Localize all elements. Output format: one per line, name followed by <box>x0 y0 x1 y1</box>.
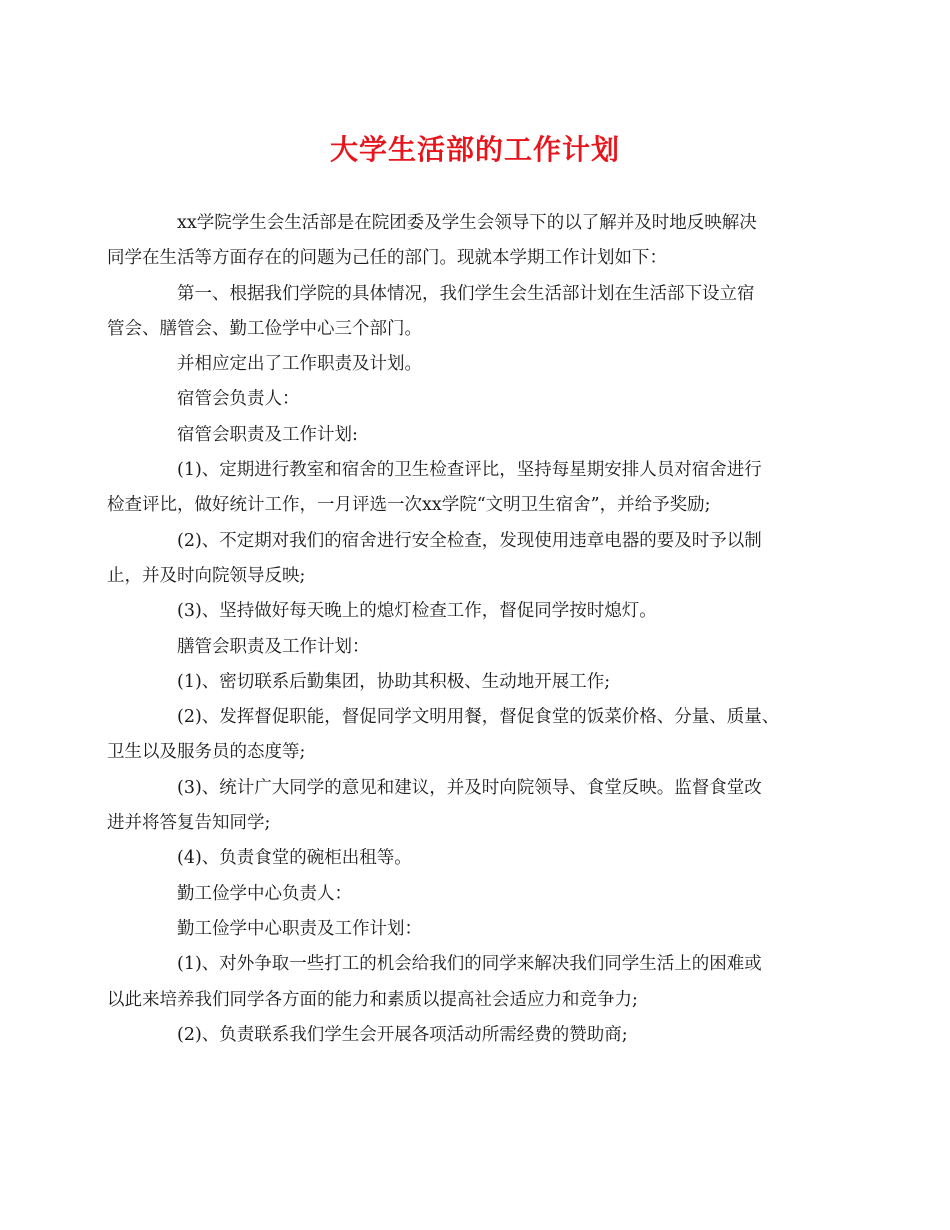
text-line: (1)、对外争取一些打工的机会给我们的同学来解决我们同学生活上的困难或 <box>177 954 762 975</box>
paragraph <box>142 1018 812 1053</box>
text-line: xx学院学生会生活部是在院团委及学生会领导下的以了解并及时地反映解决 <box>177 213 757 233</box>
text-line: 宿管会职责及工作计划: <box>177 424 358 445</box>
paragraph <box>142 418 812 453</box>
paragraph <box>107 947 812 1018</box>
text-line: 勤工俭学中心负责人： <box>177 883 352 904</box>
text-line: (1)、密切联系后勤集团，协助其积极、生动地开展工作; <box>177 671 611 692</box>
text-line: 同学在生活等方面存在的问题为己任的部门。现就本学期工作计划如下： <box>107 248 667 269</box>
paragraph <box>107 277 812 348</box>
paragraph <box>107 206 812 277</box>
text-line: 第一、根据我们学院的具体情况，我们学生会生活部计划在生活部下设立宿 <box>177 283 755 304</box>
text-line: 膳管会职责及工作计划： <box>177 636 370 657</box>
text-line: (3)、坚持做好每天晚上的熄灯检查工作，督促同学按时熄灯。 <box>177 601 657 622</box>
paragraph <box>142 841 812 876</box>
text-line: 检查评比，做好统计工作，一月评选一次xx学院“文明卫生宿舍”，并给予奖励; <box>107 495 711 516</box>
text-line: 以此来培养我们同学各方面的能力和素质以提高社会适应力和竞争力; <box>107 989 638 1010</box>
text-line: (2)、不定期对我们的宿舍进行安全检查，发现使用违章电器的要及时予以制 <box>177 530 762 551</box>
text-line: 并相应定出了工作职责及计划。 <box>177 354 422 375</box>
text-line: (2)、发挥督促职能，督促同学文明用餐，督促食堂的饭菜价格、分量、质量、 <box>177 707 780 728</box>
paragraph <box>107 700 812 771</box>
paragraph <box>107 453 812 524</box>
paragraph <box>142 912 812 947</box>
paragraph <box>142 665 812 700</box>
paragraph <box>142 630 812 665</box>
paragraph <box>142 594 812 629</box>
text-line: (4)、负责食堂的碗柜出租等。 <box>177 848 412 869</box>
text-line: 止，并及时向院领导反映; <box>107 565 306 586</box>
paragraph <box>142 382 812 417</box>
document-body <box>107 206 812 1053</box>
paragraph <box>107 524 812 595</box>
text-line: (2)、负责联系我们学生会开展各项活动所需经费的赞助商; <box>177 1024 628 1045</box>
text-line: 勤工俭学中心职责及工作计划： <box>177 918 422 939</box>
text-line: 卫生以及服务员的态度等; <box>107 742 306 763</box>
text-line: 进并将答复告知同学; <box>107 813 271 834</box>
text-line: 宿管会负责人： <box>177 389 300 410</box>
text-line: (3)、统计广大同学的意见和建议，并及时向院领导、食堂反映。监督食堂改 <box>177 777 762 798</box>
paragraph <box>142 347 812 382</box>
paragraph <box>107 771 812 842</box>
text-line: (1)、定期进行教室和宿舍的卫生检查评比，坚持每星期安排人员对宿舍进行 <box>177 460 762 481</box>
paragraph <box>142 877 812 912</box>
document-title: 大学生活部的工作计划 <box>329 133 620 166</box>
text-line: 管会、膳管会、勤工俭学中心三个部门。 <box>107 318 422 339</box>
